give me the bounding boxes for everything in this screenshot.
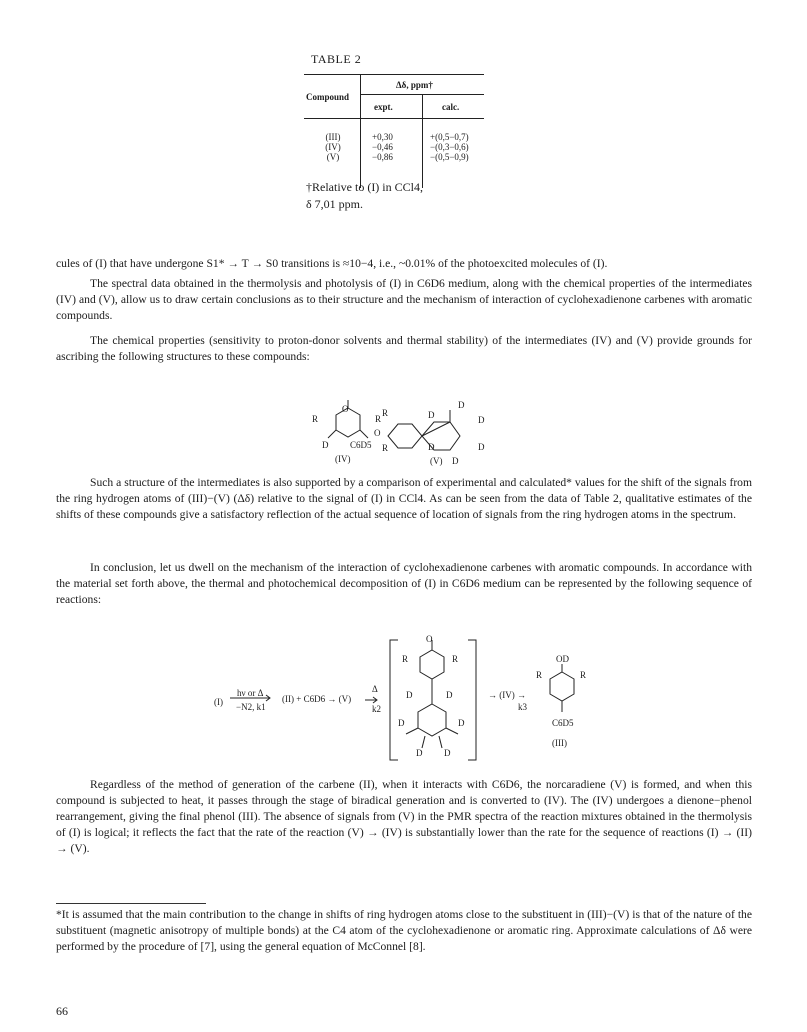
expt-column xyxy=(372,132,393,162)
table-footnote-line2: δ 7,01 ppm. xyxy=(306,197,363,211)
table-2 xyxy=(304,74,484,174)
product-r1-label: R xyxy=(536,670,543,680)
paragraph-4 xyxy=(56,560,752,608)
calc-cell: +(0,5−0,7) xyxy=(430,132,469,142)
header-delta: Δδ, ppm† xyxy=(396,80,433,90)
paragraph-text: Regardless of the method of generation of the carbene (II), when it interacts with C6D6, the norcaradiene (V) is formed, and when this compound is subjected to heat, it passes through the stage of biradical generation and is converted to (IV). The (IV) undergoes a dienone−phenol rearrangement, giving the final phenol (III). The absence of signals from (V) in the PMR spectra of the reaction mixtures obtained in the thermolysis of (I) is logical; it reflects the fact that the rate of the reaction (V) → (IV) is substantially lower than the rate for the sequence of reactions (I) → (II) → (V). xyxy=(56,778,752,855)
iv-sub-label: C6D5 xyxy=(350,440,372,450)
v-compound-label: (V) xyxy=(430,456,443,466)
bracket-d-label: D xyxy=(446,690,453,700)
v-d-label: D xyxy=(478,415,485,425)
table-footnote xyxy=(306,179,423,213)
v-d-label: D xyxy=(428,442,435,452)
paragraph-text: cules of (I) that have undergone S1* → T → S0 transitions is ≈10−4, i.e., ~0.01% of the photoexcited molecules of (I). xyxy=(56,257,608,270)
v-d-label: D xyxy=(478,442,485,452)
footnote-text: *It is assumed that the main contribution to the change in shifts of ring hydrogen atoms close to the substituent in (III)−(V) is that of the nature of the substituent (magnetic anisotropy of multiple bonds) at the C4 atom of the cyclohexadienone or aromatic ring. Approximate calculations of Δδ were performed by the procedure of [7], using the general equation of McConnel [8]. xyxy=(56,908,752,953)
header-calc: calc. xyxy=(442,102,460,112)
scheme-arrow2-bottom: k2 xyxy=(372,704,381,714)
header-expt: expt. xyxy=(374,102,393,112)
paragraph-2 xyxy=(56,333,752,365)
paragraph-1 xyxy=(56,276,752,324)
paragraph-text: The chemical properties (sensitivity to proton-donor solvents and thermal stability) of the intermediates (IV) and (V) provide grounds for ascribing the following structures to these compounds: xyxy=(56,334,752,363)
v-d-label: D xyxy=(452,456,459,466)
v-r-top-label: R xyxy=(382,408,389,418)
scheme-start-label: (I) xyxy=(214,697,223,707)
bracket-lower-ring xyxy=(418,704,446,736)
bracket-d-label: D xyxy=(406,690,413,700)
bracket-r1-label: R xyxy=(402,654,409,664)
product-r2-label: R xyxy=(580,670,587,680)
calc-cell: −(0,5−0,9) xyxy=(430,152,469,162)
header-compound: Compound xyxy=(306,92,350,102)
bracket-d-label: D xyxy=(416,748,423,758)
scheme-arrow1-top: hν or Δ xyxy=(237,688,264,698)
bracket-left xyxy=(390,640,398,760)
compound-cell: (III) xyxy=(325,132,341,142)
table-footnote-line1: †Relative to (I) in CCl4, xyxy=(306,180,423,194)
v-d-label: D xyxy=(458,400,465,410)
bracket-d-label: D xyxy=(458,718,465,728)
expt-cell: −0,86 xyxy=(372,152,393,162)
scheme-mid-label: (II) + C6D6 → (V) xyxy=(282,694,352,704)
table-title: TABLE 2 xyxy=(311,52,362,66)
iv-r-left-label: R xyxy=(312,414,319,424)
product-ring xyxy=(550,672,574,701)
iv-compound-label: (IV) xyxy=(335,454,351,464)
paragraph-0 xyxy=(56,256,752,272)
footnote xyxy=(56,907,752,955)
scheme-arrow1-bottom: −N2, k1 xyxy=(236,702,266,712)
bracket-d-label: D xyxy=(444,748,451,758)
product-od-label: OD xyxy=(556,654,569,664)
scheme-arrow2-top: Δ xyxy=(372,684,378,694)
structure-iv-v-figure xyxy=(300,400,520,472)
bracket-upper-ring xyxy=(420,650,444,679)
paragraph-text: Such a structure of the intermediates is also supported by a comparison of experimental and calculated* values for the shift of the signals from the ring hydrogen atoms of (III)−(V) (Δδ) relative to the signal of (I) in CCl4. As can be seen from the data of Table 2, qualitative estimates of the shifts of these compounds give a satisfactory reflection of the actual sequence of location of signals from the ring hydrogen atoms in the spectrum. xyxy=(56,476,752,521)
bracket-r2-label: R xyxy=(452,654,459,664)
bracket-right xyxy=(468,640,476,760)
v-r-bottom-label: R xyxy=(382,443,389,453)
paragraph-3 xyxy=(56,475,752,523)
page-number: 66 xyxy=(56,1004,68,1018)
compound-cell: (IV) xyxy=(325,142,341,152)
compound-column xyxy=(318,132,348,162)
expt-cell: −0,46 xyxy=(372,142,393,152)
paragraph-text: In conclusion, let us dwell on the mechanism of the interaction of cyclohexadienone carbenes with aromatic compounds. In accordance with the material set forth above, the thermal and photochemical decomposition of (I) in C6D6 medium can be represented by the following sequence of reactions: xyxy=(56,561,752,606)
structure-v xyxy=(388,410,460,450)
calc-cell: −(0,3−0,6) xyxy=(430,142,469,152)
iv-o-label: O xyxy=(342,404,349,414)
paragraph-5 xyxy=(56,777,752,857)
bracket-o-label: O xyxy=(426,634,433,644)
paragraph-text: The spectral data obtained in the thermolysis and photolysis of (I) in C6D6 medium, along with the chemical properties of the intermediates (IV) and (V), allow us to draw certain conclusions as to their structure and the mechanism of interaction of cyclohexadienone carbenes with aromatic compounds. xyxy=(56,277,752,322)
compound-cell: (V) xyxy=(326,152,340,162)
v-o-label: O xyxy=(374,428,381,438)
bracket-d-label: D xyxy=(398,718,405,728)
footnote-divider xyxy=(56,903,206,904)
iv-d-label: D xyxy=(322,440,329,450)
scheme-k3-label: k3 xyxy=(518,702,527,712)
expt-cell: +0,30 xyxy=(372,132,393,142)
scheme-to-iv-label: → (IV) → xyxy=(488,690,526,700)
product-sub-label: C6D5 xyxy=(552,718,574,728)
iv-r-right-label: R xyxy=(375,414,382,424)
v-d-label: D xyxy=(428,410,435,420)
calc-column xyxy=(430,132,469,162)
product-compound-label: (III) xyxy=(552,738,567,748)
